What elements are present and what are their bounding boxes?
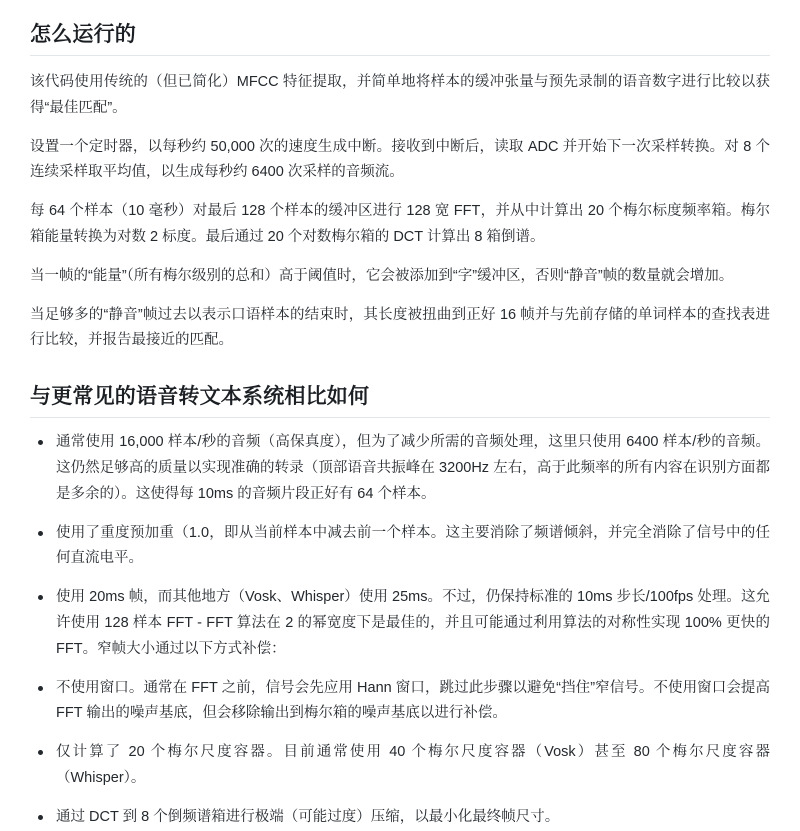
paragraph: 该代码使用传统的（但已简化）MFCC 特征提取，并简单地将样本的缓冲张量与预先录制的语音数字进行比较以获得“最佳匹配”。 (30, 74, 770, 116)
list-item: 不使用窗口。通常在 FFT 之前，信号会先应用 Hann 窗口，跳过此步骤以避免“挡住”窄信号。不使用窗口会提高 FFT 输出的噪声基底，但会移除输出到梅尔箱的噪声基底以进行补偿。 (30, 676, 770, 728)
paragraph: 当足够多的“静音”帧过去以表示口语样本的结束时，其长度被扭曲到正好 16 帧并与先前存储的单词样本的查找表进行比较，并报告最接近的匹配。 (30, 306, 770, 349)
paragraph: 设置一个定时器，以每秒约 50,000 次的速度生成中断。接收到中断后，读取 ADC 并开始下一次采样转换。对 8 个连续采样取平均值，以生成每秒约 6400 次采样的音频流。 (30, 138, 770, 181)
list-item: 使用了重度预加重（1.0，即从当前样本中减去前一个样本。这主要消除了频谱倾斜，并完全消除了信号中的任何直流电平。 (30, 521, 770, 573)
list-item: 通常使用 16,000 样本/秒的音频（高保真度），但为了减少所需的音频处理，这里只使用 6400 样本/秒的音频。这仍然足够高的质量以实现准确的转录（顶部语音共振峰在 3200Hz 左右，高于此频率的所有内容在识别方面都是多余的）。这使得每 10ms 的音频片段正好有 64 个样本。 (30, 430, 770, 507)
paragraph: 当一帧的“能量”（所有梅尔级别的总和）高于阈值时，它会被添加到“字”缓冲区，否则“静音”帧的数量就会增加。 (30, 267, 734, 284)
list-item: 仅计算了 20 个梅尔尺度容器。目前通常使用 40 个梅尔尺度容器（Vosk）甚至 80 个梅尔尺度容器（Whisper）。 (30, 740, 770, 792)
section-heading-comparison: 与更常见的语音转文本系统相比如何 (30, 380, 770, 418)
page-title: 怎么运行的 (30, 18, 770, 56)
list-item: 通过 DCT 到 8 个倒频谱箱进行极端（可能过度）压缩，以最小化最终帧尺寸。 (30, 805, 770, 831)
comparison-list (30, 430, 770, 830)
paragraph: 每 64 个样本（10 毫秒）对最后 128 个样本的缓冲区进行 128 宽 FFT，并从中计算出 20 个梅尔标度频率箱。梅尔箱能量转换为对数 2 标度。最后通过 20 个对数梅尔箱的 DCT 计算出 8 箱倒谱。 (30, 203, 770, 245)
list-item: 使用 20ms 帧，而其他地方（Vosk、Whisper）使用 25ms。不过，仍保持标准的 10ms 步长/100fps 处理。这允许使用 128 样本 FFT - FFT 算法在 2 的幂宽度下是最佳的，并且可能通过利用算法的对称性实现 100% 更快的 FFT。窄帧大小通过以下方式补偿： (30, 585, 770, 662)
